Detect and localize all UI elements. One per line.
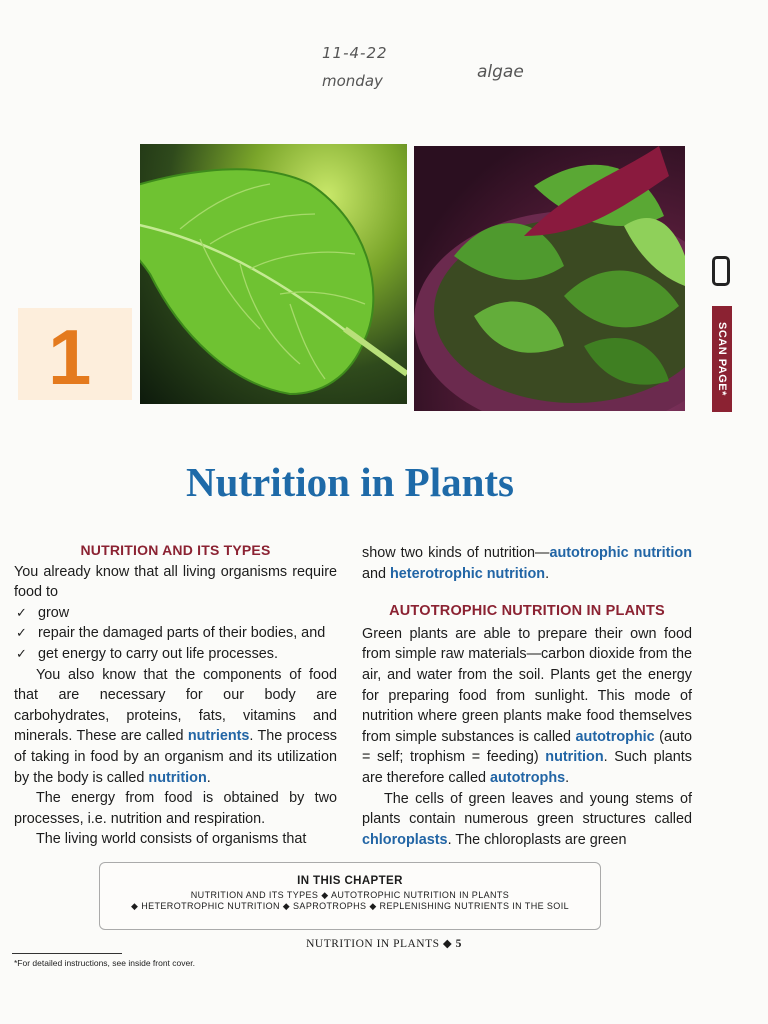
paragraph-living-world: The living world consists of organisms that — [36, 831, 307, 848]
diamond-icon: ◆ — [442, 938, 453, 950]
list-item: ✓ repair the damaged parts of their bodies, and — [14, 623, 337, 644]
term-nutrients: nutrients — [187, 728, 250, 745]
term-autotrophic: autotrophic — [575, 728, 655, 745]
term-heterotrophic-nutrition: heterotrophic nutrition — [390, 565, 546, 582]
leaf-photo — [140, 144, 407, 404]
right-column — [362, 543, 692, 850]
in-this-chapter-panel — [99, 862, 601, 930]
list-item: ✓ grow — [14, 603, 337, 624]
paragraph-green-plants: Green plants are able to prepare their own food from simple raw materials—carbon dioxide from the air, and water from the soil. Plants get the energy for preparing food from sunlight. This mode of nutrition where green plants make food themselves from simple substances is called autotrophic (auto = self; trophism = feeding) nutrition. Such plants are therefore called autotrophs. — [362, 625, 692, 786]
paragraph-components: You also know that the components of food that are necessary for our body are carbohydrates, proteins, fats, vitamins and minerals. These are called nutrients. The process of taking in food by an organism and its utilization by the body is called nutrition. — [14, 666, 337, 786]
term-nutrition: nutrition — [148, 769, 207, 786]
list-item: ✓ get energy to carry out life processes. — [14, 644, 337, 665]
left-column — [14, 540, 337, 850]
in-this-chapter-line: NUTRITION AND ITS TYPES ◆ AUTOTROPHIC NUTRITION IN PLANTS — [190, 890, 510, 900]
intro-paragraph: You already know that all living organisms require food to — [14, 563, 337, 601]
section-heading-nutrition-types: NUTRITION AND ITS TYPES — [80, 542, 271, 558]
paragraph-chloroplasts: The cells of green leaves and young stems of plants contain numerous green structures called chloroplasts. The chloroplasts are green — [362, 790, 692, 848]
footnote: *For detailed instructions, see inside front cover. — [14, 958, 195, 968]
check-icon: ✓ — [16, 625, 27, 641]
salad-photo — [414, 146, 685, 411]
scan-page-tab: SCAN PAGE* — [712, 306, 732, 412]
paragraph-energy: The energy from food is obtained by two processes, i.e. nutrition and respiration. — [14, 790, 337, 827]
handwritten-day: monday — [322, 72, 383, 90]
in-this-chapter-line: ◆ HETEROTROPHIC NUTRITION ◆ SAPROTROPHS ◆ REPLENISHING NUTRIENTS IN THE SOIL — [130, 901, 570, 911]
phone-icon — [712, 256, 730, 286]
in-this-chapter-heading: IN THIS CHAPTER — [297, 875, 403, 887]
term-chloroplasts: chloroplasts — [362, 831, 448, 848]
term-autotrophs: autotrophs — [490, 769, 566, 786]
chapter-number: 1 — [48, 313, 92, 401]
paragraph-kinds: show two kinds of nutrition—autotrophic nutrition and heterotrophic nutrition. — [362, 545, 693, 582]
footnote-rule — [12, 953, 122, 954]
handwritten-note: algae — [477, 62, 524, 82]
section-heading-autotrophic: AUTOTROPHIC NUTRITION IN PLANTS — [389, 603, 665, 620]
page-footer — [0, 936, 768, 950]
check-icon: ✓ — [16, 645, 27, 661]
term-autotrophic-nutrition: autotrophic nutrition — [549, 545, 693, 561]
check-icon: ✓ — [16, 604, 27, 620]
term-nutrition: nutrition — [545, 749, 604, 766]
page-number: 5 — [455, 938, 462, 950]
handwritten-date: 11-4-22 — [322, 44, 388, 62]
running-title: NUTRITION IN PLANTS — [306, 938, 440, 950]
chapter-title: Nutrition in Plants — [185, 459, 515, 505]
